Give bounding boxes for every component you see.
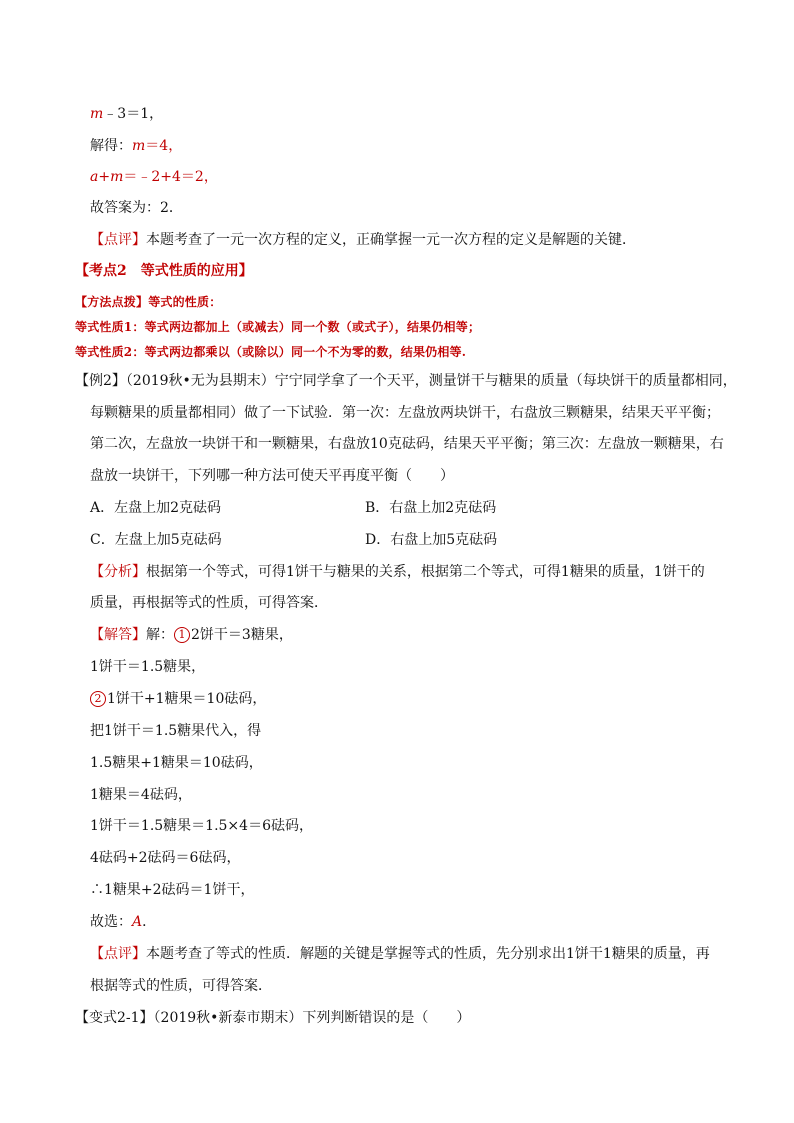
analysis-tag: 【分析】 xyxy=(90,564,146,580)
method-tip: 【方法点拨】等式的性质： xyxy=(75,295,222,309)
analysis-line-1: 【分析】根据第一个等式，可得1饼干与糖果的关系，根据第二个等式，可得1糖果的质量，1饼干的 xyxy=(90,564,705,580)
circled-number-1: 1 xyxy=(174,627,190,643)
review-tag: 【点评】 xyxy=(90,946,146,962)
review-1: 【点评】本题考查了一元一次方程的定义，正确掌握一元一次方程的定义是解题的关键． xyxy=(90,232,636,248)
solution-step-3: 2 1饼干+1糖果＝10砝码， xyxy=(90,690,266,708)
equality-property-2: 等式性质2：等式两边都乘以（或除以）同一个不为零的数，结果仍相等. xyxy=(75,345,467,359)
option-d: D．右盘上加5克砝码 xyxy=(365,532,498,548)
review-2-line-1: 【点评】本题考查了等式的性质．解题的关键是掌握等式的性质，先分别求出1饼干1糖果的质量，再 xyxy=(90,946,710,962)
solution-step-6: 1糖果＝4砝码， xyxy=(90,787,192,803)
solution-line-m-minus-3: m﹣3＝1， xyxy=(90,106,164,122)
solution-choice: 故选：A． xyxy=(90,914,157,930)
solution-step-2: 1饼干＝1.5糖果， xyxy=(90,659,206,675)
solution-line-solve-m: 解得：m＝4， xyxy=(90,138,183,154)
solution-line-a-plus-m: a+m＝﹣2+4＝2， xyxy=(90,169,218,185)
example-label: 【例2】 xyxy=(75,373,126,389)
solution-step-9: ∴1糖果+2砝码＝1饼干， xyxy=(90,882,255,898)
solution-step-8: 4砝码+2砝码＝6砝码， xyxy=(90,850,241,866)
option-c: C．左盘上加5克砝码 xyxy=(90,532,222,548)
equality-property-1: 等式性质1：等式两边都加上（或减去）同一个数（或式子），结果仍相等； xyxy=(75,320,481,334)
section-heading: 【考点2 等式性质的应用】 xyxy=(75,263,253,279)
example-2-line-1: 【例2】（2019秋•无为县期末）宁宁同学拿了一个天平，测量饼干与糖果的质量（每块饼干的质量都相同， xyxy=(75,373,737,389)
variant-2-1: 【变式2-1】（2019秋•新泰市期末）下列判断错误的是（ ） xyxy=(75,1010,471,1026)
example-2-line-4: 盘放一块饼干，下列哪一种方法可使天平再度平衡（ ） xyxy=(90,468,454,484)
option-a: A．左盘上加2克砝码 xyxy=(90,500,222,516)
solution-step-1: 【解答】解： 1 2饼干＝3糖果， xyxy=(90,627,293,643)
analysis-line-2: 质量，再根据等式的性质，可得答案． xyxy=(90,595,328,611)
solution-tag: 【解答】 xyxy=(90,627,146,643)
example-2-line-3: 第二次，左盘放一块饼干和一颗糖果，右盘放10克砝码，结果天平平衡；第三次：左盘放一颗糖果，右 xyxy=(90,436,724,452)
example-2-line-2: 每颗糖果的质量都相同）做了一下试验．第一次：左盘放两块饼干，右盘放三颗糖果，结果天平平衡； xyxy=(90,405,720,421)
review-2-line-2: 根据等式的性质，可得答案． xyxy=(90,978,272,994)
solution-step-4: 把1饼干＝1.5糖果代入，得 xyxy=(90,723,262,739)
review-tag: 【点评】 xyxy=(90,232,146,248)
option-b: B．右盘上加2克砝码 xyxy=(365,500,497,516)
solution-step-5: 1.5糖果+1糖果＝10砝码， xyxy=(90,755,263,771)
answer-line: 故答案为：2． xyxy=(90,200,183,216)
solution-step-7: 1饼干＝1.5糖果＝1.5×4＝6砝码， xyxy=(90,818,313,834)
circled-number-2: 2 xyxy=(90,691,106,707)
variant-label: 【变式2-1】 xyxy=(75,1010,154,1026)
